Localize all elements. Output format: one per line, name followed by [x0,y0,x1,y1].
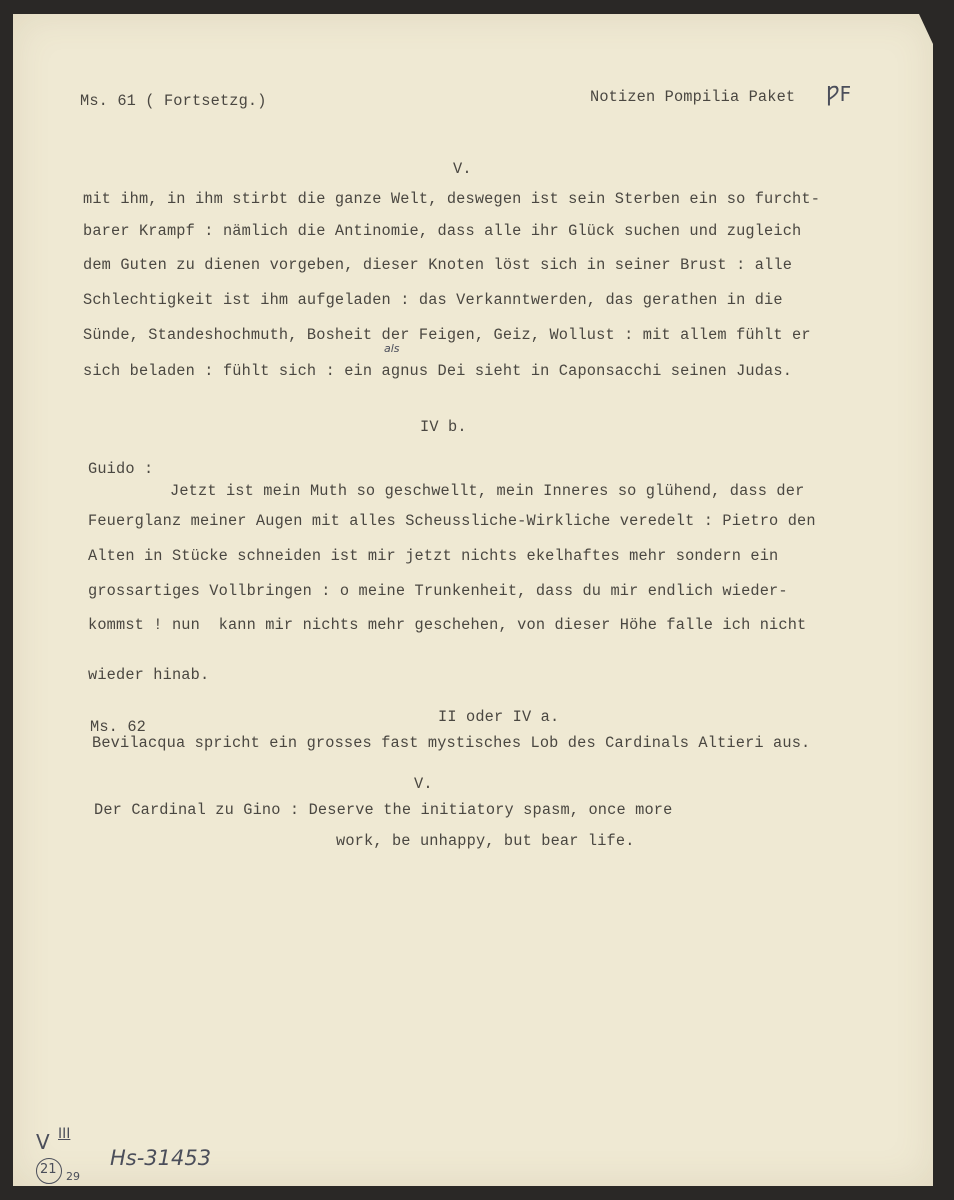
text-line: grossartiges Vollbringen : o meine Trunkenheit, dass du mir endlich wieder- [88,582,788,600]
archive-circled-number: 21 [40,1162,57,1177]
text-line: mit ihm, in ihm stirbt die ganze Welt, deswegen ist sein Sterben ein so furcht- [83,190,821,208]
text-line: wieder hinab. [88,666,210,684]
text-line: Feuerglanz meiner Augen mit alles Scheussliche-Wirkliche veredelt : Pietro den [88,512,816,530]
text-line: sich beladen : fühlt sich : ein agnus Dei sieht in Caponsacchi seinen Judas. [83,362,793,380]
text-line: Bevilacqua spricht ein grosses fast mystisches Lob des Cardinals Altieri aus. [92,734,811,752]
archive-small-number: 29 [66,1170,80,1183]
text-line: Jetzt ist mein Muth so geschwellt, mein Inneres so glühend, dass der [170,482,805,500]
ms-label: Ms. 62 [90,718,146,736]
text-line: Alten in Stücke schneiden ist mir jetzt nichts ekelhaftes mehr sondern ein [88,547,779,565]
text-line: Sünde, Standeshochmuth, Bosheit der Feigen, Geiz, Wollust : mit allem fühlt er [83,326,811,344]
section-heading-iia: II oder IV a. [438,708,560,726]
folded-corner [919,14,933,44]
archive-signature: Hs-31453 [110,1146,212,1170]
section-heading-v2: V. [414,775,433,793]
archive-roman-sub: III [58,1126,71,1142]
text-line: Schlechtigkeit ist ihm aufgeladen : das Verkanntwerden, das gerathen in die [83,291,783,309]
handwritten-insertion: als [384,342,400,355]
text-line: work, be unhappy, but bear life. [336,832,635,850]
text-line: Der Cardinal zu Gino : Deserve the initiatory spasm, once more [94,801,673,819]
section-heading-ivb: IV b. [420,418,467,436]
header-left: Ms. 61 ( Fortsetzg.) [80,92,267,110]
text-line: dem Guten zu dienen vorgeben, dieser Knoten löst sich in seiner Brust : alle [83,256,793,274]
header-hand-mark: ǷF [826,82,852,106]
header-right: Notizen Pompilia Paket [590,88,796,106]
archive-roman-mark: V [36,1130,50,1154]
section-heading-v: V. [453,160,472,178]
speaker-label: Guido : [88,460,154,478]
text-line: barer Krampf : nämlich die Antinomie, dass alle ihr Glück suchen und zugleich [83,222,802,240]
text-line: kommst ! nun kann mir nichts mehr geschehen, von dieser Höhe falle ich nicht [88,616,807,634]
